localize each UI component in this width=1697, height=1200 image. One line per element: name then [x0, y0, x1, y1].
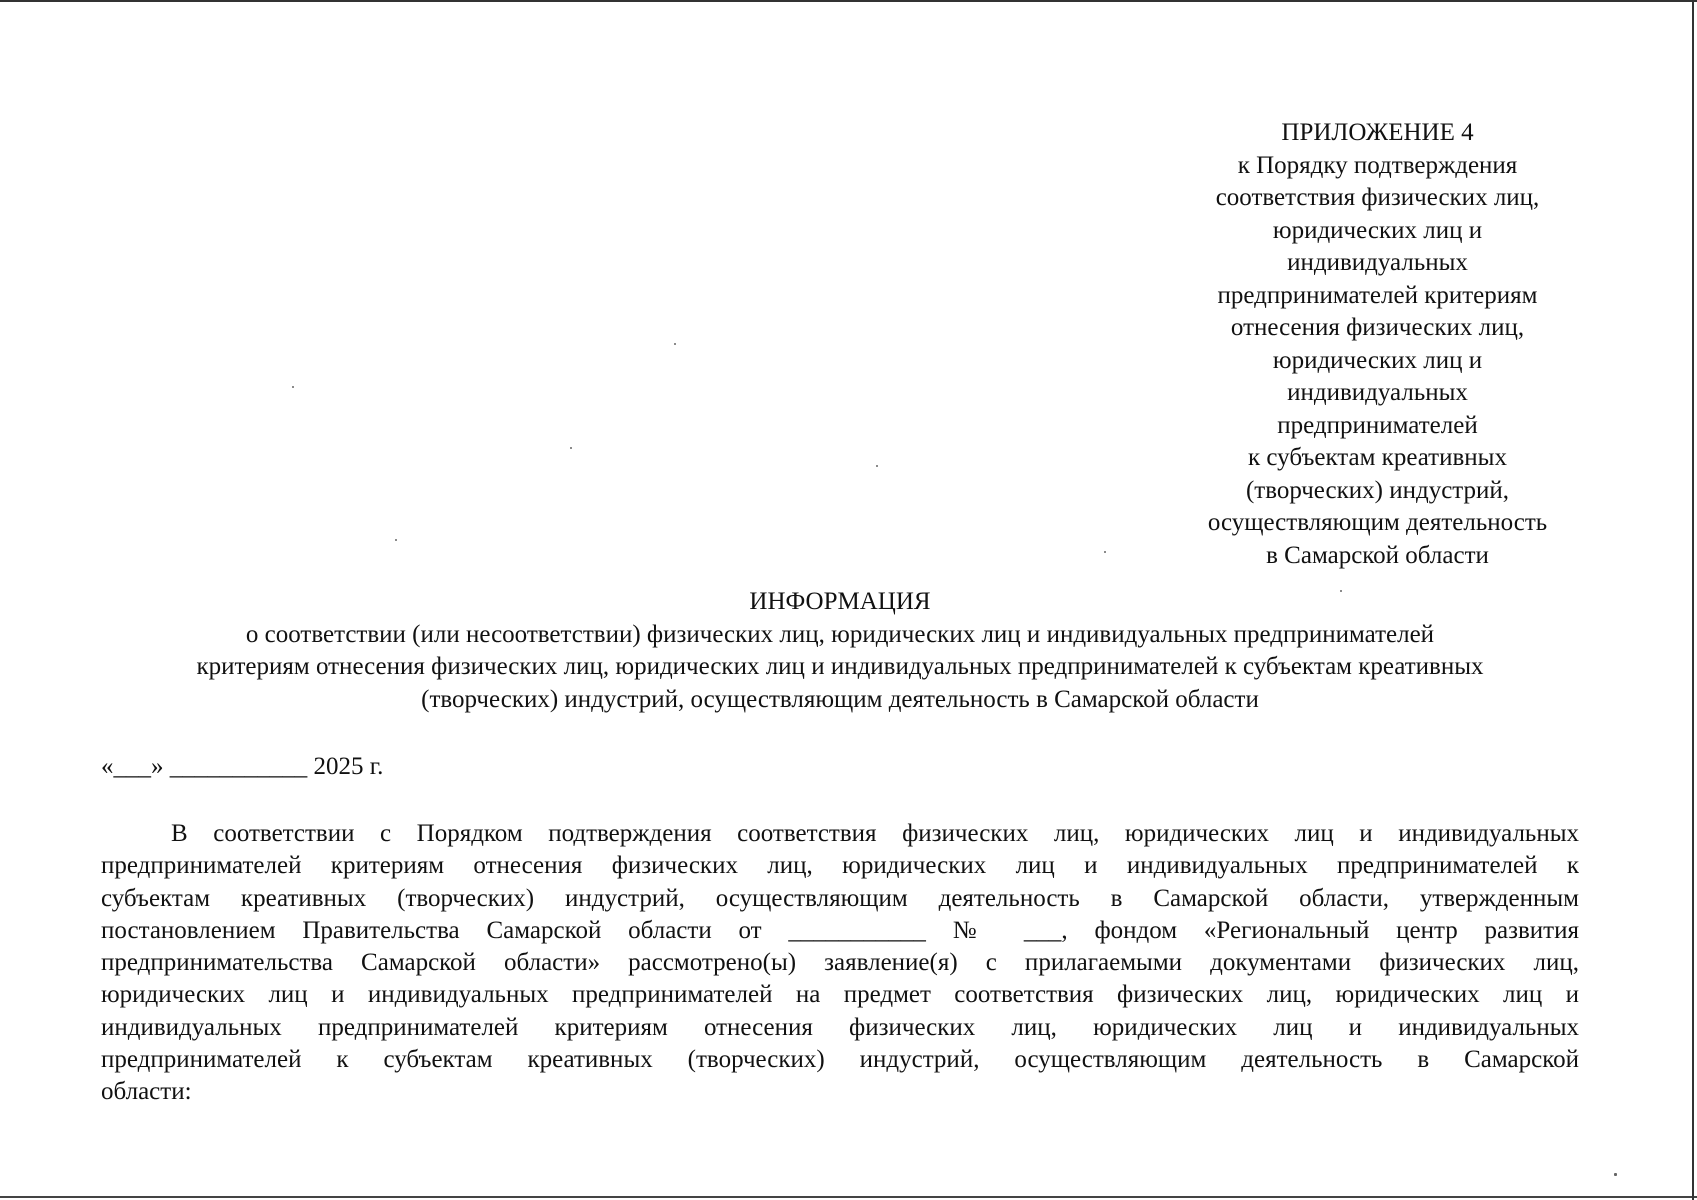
- title-heading: ИНФОРМАЦИЯ: [749, 588, 931, 615]
- appendix-line: в Самарской области: [1266, 541, 1489, 569]
- appendix-line: ПРИЛОЖЕНИЕ 4: [1281, 119, 1474, 146]
- scan-speck: [876, 465, 878, 467]
- scan-speck: [395, 539, 397, 541]
- appendix-line: соответствия физических лиц,: [1215, 184, 1540, 211]
- title-line: критериям отнесения физических лиц, юридических лиц и индивидуальных предпринимателей к субъектам креативных: [196, 653, 1484, 680]
- appendix-line: индивидуальных: [1287, 379, 1468, 406]
- appendix-header: [1175, 117, 1580, 572]
- body-line: субъектам креативных (творческих) индустрий, осуществляющим деятельность в Самарской области, утвержденным: [101, 884, 1579, 912]
- title-line: (творческих) индустрий, осуществляющим деятельность в Самарской области: [421, 685, 1259, 713]
- appendix-line: юридических лиц и: [1272, 346, 1483, 374]
- appendix-line: к Порядку подтверждения: [1237, 151, 1518, 179]
- body-line: юридических лиц и индивидуальных предпринимателей на предмет соответствия физических лиц, юридических лиц и: [101, 981, 1579, 1009]
- appendix-line: отнесения физических лиц,: [1230, 314, 1525, 341]
- scan-speck: [1614, 1173, 1617, 1176]
- appendix-line: предпринимателей критериям: [1217, 281, 1538, 309]
- scan-speck: [292, 386, 294, 388]
- scan-edge-bottom: [0, 1196, 1697, 1198]
- body-line: В соответствии с Порядком подтверждения соответствия физических лиц, юридических лиц и индивидуальных: [171, 820, 1579, 847]
- body-paragraph: [101, 818, 1579, 1109]
- body-line: предпринимательства Самарской области» рассмотрено(ы) заявление(я) с прилагаемыми документами физических лиц,: [101, 949, 1579, 977]
- scan-speck: [674, 343, 676, 345]
- scan-edge-right: [1692, 0, 1694, 1200]
- appendix-line: (творческих) индустрий,: [1245, 476, 1510, 504]
- scan-speck: [570, 447, 572, 449]
- body-line: области:: [101, 1078, 192, 1106]
- body-line: индивидуальных предпринимателей критериям отнесения физических лиц, юридических лиц и индивидуальных: [101, 1013, 1579, 1041]
- scan-speck: [1104, 551, 1106, 553]
- appendix-line: предпринимателей: [1277, 411, 1478, 439]
- body-line: предпринимателей к субъектам креативных (творческих) индустрий, осуществляющим деятельность в Самарской: [101, 1046, 1579, 1074]
- scan-edge-top: [0, 0, 1697, 2]
- body-line: постановлением Правительства Самарской области от ___________ № ___, фондом «Региональный центр развития: [101, 916, 1579, 944]
- appendix-line: юридических лиц и: [1272, 216, 1483, 244]
- title-line: о соответствии (или несоответствии) физических лиц, юридических лиц и индивидуальных предпринимателей: [245, 620, 1435, 648]
- document-title: [90, 586, 1590, 716]
- body-line: предпринимателей критериям отнесения физических лиц, юридических лиц и индивидуальных предпринимателей к: [101, 852, 1579, 880]
- appendix-line: осуществляющим деятельность: [1207, 509, 1548, 536]
- date-line: «___» ___________ 2025 г.: [101, 753, 384, 780]
- appendix-line: к субъектам креативных: [1248, 444, 1507, 471]
- appendix-line: индивидуальных: [1287, 249, 1468, 276]
